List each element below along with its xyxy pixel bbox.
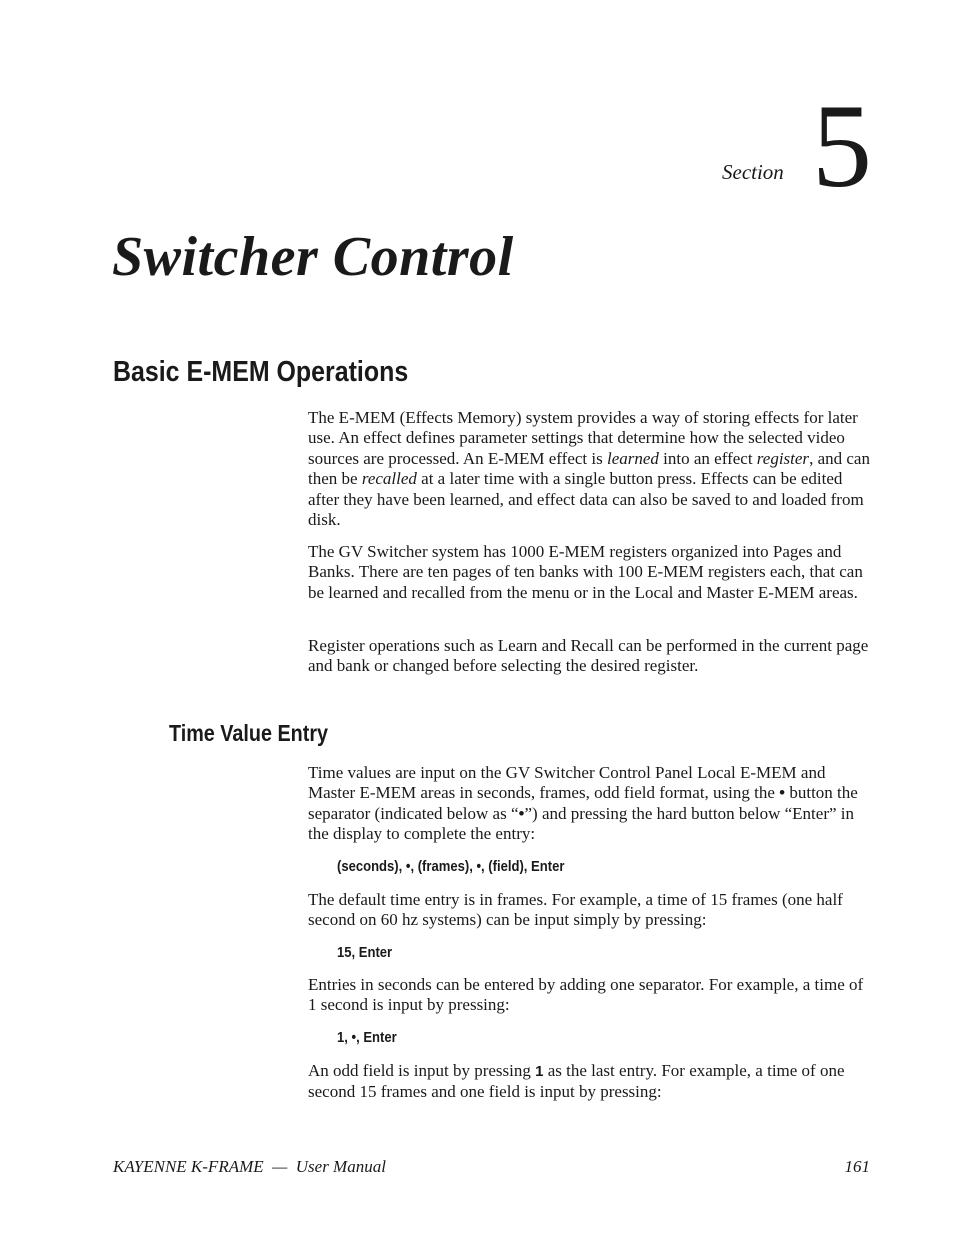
key-sequence-seconds: 1, •, Enter [337, 1030, 397, 1046]
paragraph-odd-field: An odd field is input by pressing 1 as the last entry. For example, a time of one second 15 frames and one field is input by pressing: [308, 1061, 845, 1102]
paragraph-seconds-entry: Entries in seconds can be entered by adding one separator. For example, a time of 1 second is input by pressing: [308, 975, 864, 1015]
heading-time-value-entry: Time Value Entry [169, 720, 329, 746]
term-recalled: recalled [361, 469, 417, 489]
paragraph-emem-registers: The GV Switcher system has 1000 E-MEM registers organized into Pages and Banks. There are ten pages of ten banks with 100 E-MEM registers each, that can be learned and recalled from the menu or in the Local and Master E-MEM areas. [308, 542, 863, 602]
footer-manual-title: KAYENNE K-FRAME — User Manual [113, 1157, 386, 1176]
paragraph-default-frames: The default time entry is in frames. For example, a time of 15 frames (one half second on 60 hz systems) can be input simply by pressing: [308, 890, 843, 930]
chapter-title: Switcher Control [112, 226, 514, 288]
paragraph-emem-intro: The E-MEM (Effects Memory) system provides a way of storing effects for later use. An effect defines parameter settings that determine how the selected video sources are processed. An E-MEM effect is learned into an effect register, and can then be recalled at a later time with a single button press. Effects can be edited after they have been learned, and effect data can also be saved to and loaded from disk. [308, 408, 870, 530]
term-register: register [756, 448, 810, 468]
key-one: 1 [535, 1063, 544, 1080]
heading-basic-emem-operations: Basic E-MEM Operations [113, 356, 409, 388]
footer-page-number: 161 [844, 1157, 870, 1176]
key-sequence-format: (seconds), •, (frames), •, (field), Enter [337, 859, 565, 875]
paragraph-time-values-input: Time values are input on the GV Switcher Control Panel Local E-MEM and Master E-MEM areas in seconds, frames, odd field format, using the • button the separator (indicated below as “•”) and pressing the hard button below “Enter” in the display to complete the entry: [308, 763, 858, 844]
key-sequence-frames: 15, Enter [337, 945, 393, 961]
term-learned: learned [606, 448, 659, 468]
separator-button-glyph: • [779, 783, 786, 803]
section-number: 5 [812, 79, 872, 212]
separator-glyph: • [518, 803, 525, 823]
paragraph-register-operations: Register operations such as Learn and Recall can be performed in the current page and bank or changed before selecting the desired register. [308, 636, 869, 676]
section-label: Section [722, 160, 784, 184]
